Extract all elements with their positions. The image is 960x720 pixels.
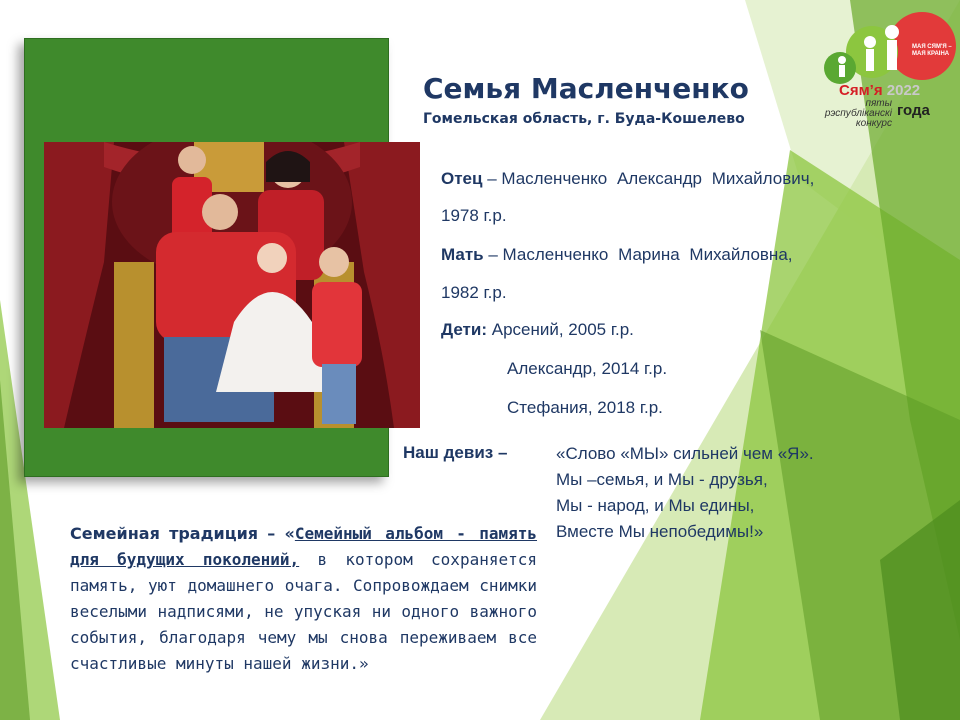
page-subtitle: Гомельская область, г. Буда-Кошелево	[423, 111, 745, 127]
father-name: Масленченко Александр Михайлович,	[501, 169, 815, 188]
motto-label: Наш девиз –	[403, 443, 508, 462]
child-item: Александр, 2014 г.р.	[507, 359, 668, 378]
logo-title	[839, 82, 920, 99]
motto-line: Вместе Мы непобедимы!»	[556, 522, 764, 541]
mother-year: 1982 г.р.	[441, 283, 507, 302]
father-line	[441, 169, 814, 189]
family-photo	[44, 142, 420, 428]
page-title: Семья Масленченко	[423, 72, 749, 105]
father-dash: –	[482, 169, 502, 188]
logo-caption: пяты рэспубліканскі конкурс	[824, 98, 892, 129]
tradition-highlight: Семейный альбом - память для будущих поколений,	[70, 524, 538, 569]
logo-badge-text: МАЯ СЯМ'Я – МАЯ КРАІНА	[912, 44, 952, 57]
father-year: 1978 г.р.	[441, 206, 507, 225]
father-label: Отец	[441, 169, 483, 188]
tradition-text: в котором сохраняется память, уют домашнего очага. Сопровождаем снимки веселыми надписями, не упуская ни одного важного события, благодаря чему мы снова переживаем все счастливые минуты нашей жизни.»	[70, 550, 538, 673]
logo-year: 2022	[886, 82, 921, 99]
motto-line: Мы –семья, и Мы - друзья,	[556, 470, 768, 489]
child-item: Арсений, 2005 г.р.	[491, 320, 634, 339]
mother-name: Масленченко Марина Михайловна,	[502, 245, 793, 264]
child-item: Стефания, 2018 г.р.	[507, 398, 663, 417]
mother-dash: –	[483, 245, 503, 264]
tradition-lead: Семейная традиция – «	[70, 524, 295, 543]
children-label: Дети:	[441, 320, 487, 339]
children-line	[441, 320, 634, 340]
motto-line: Мы - народ, и Мы едины,	[556, 496, 755, 515]
logo-suffix: года	[897, 102, 930, 119]
mother-line	[441, 245, 793, 265]
mother-label: Мать	[441, 245, 484, 264]
motto-line: «Слово «МЫ» сильней чем «Я».	[556, 444, 814, 463]
logo-name: Сям’я	[839, 82, 883, 99]
family-tradition	[70, 521, 537, 677]
